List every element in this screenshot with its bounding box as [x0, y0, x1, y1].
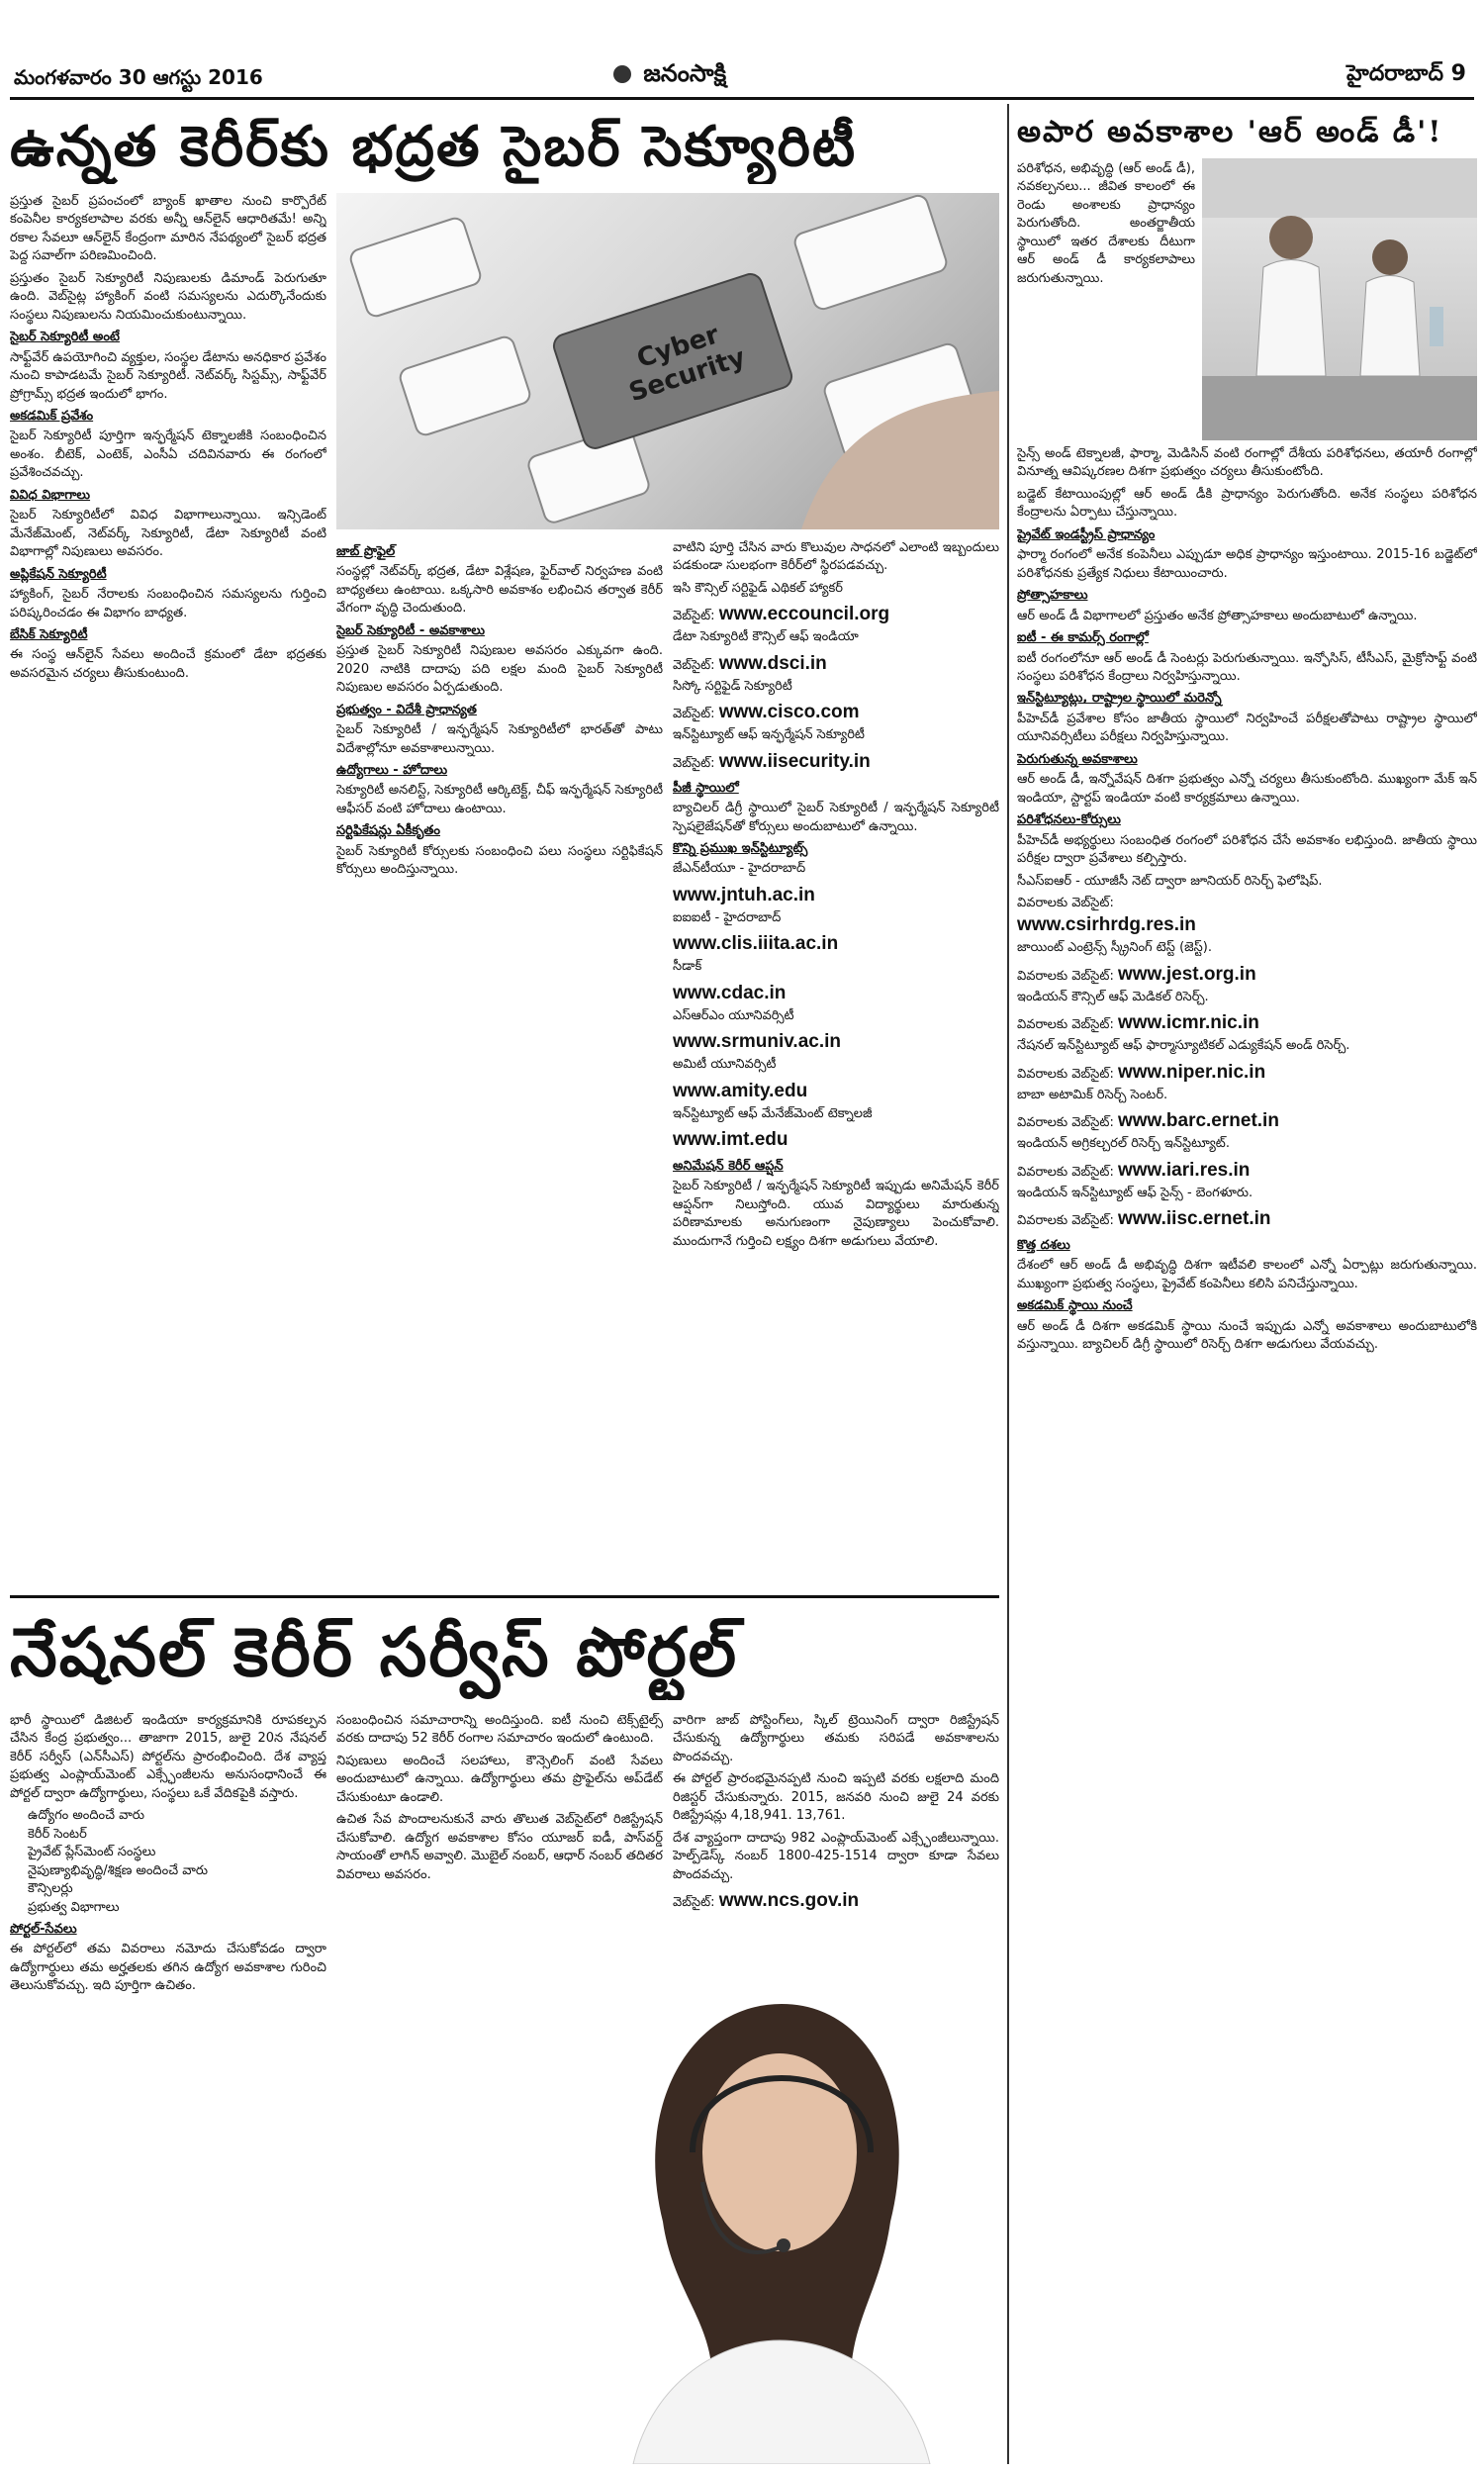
- paper-name: జనంసాక్షి: [613, 59, 726, 93]
- article-divider: [10, 1595, 999, 1598]
- cyber-column-1: ప్రస్తుత సైబర్ ప్రపంచంలో బ్యాంక్ ఖాతాల నుంచి కార్పొరేట్ కంపెనీల కార్యకలాపాల వరకు అన్నీ ఆన్‌లైన్ ఆధారితమే! అన్ని రకాల సేవలూ ఆన్‌లైన్ కేంద్రంగా మారిన నేపథ్యంలో సైబర్ భద్రత పెద్ద సవాల్‌గా పరిణమించింది. ప్రస్తుతం సైబర్ సెక్యూరిటీ నిపుణులకు డిమాండ్ పెరుగుతూ ఉంది. వెబ్‌సైట్ల హ్యాకింగ్ వంటి సమస్యలను ఎదుర్కొనేందుకు సంస్థలు నిపుణులను నియమించుకుంటున్నాయి. సైబర్ సెక్యూరిటీ అంటే సాఫ్ట్‌వేర్ ఉపయోగించి వ్యక్తుల, సంస్థల డేటాను అనధికార ప్రవేశం నుంచి కాపాడటమే సైబర్ సెక్యూరిటీ. నెట్‌వర్క్ సిస్టమ్స్, సాఫ్ట్‌వేర్ ప్రోగ్రామ్స్ భద్రత ఇందులో భాగం. అకడమిక్ ప్రవేశం సైబర్ సెక్యూరిటీ పూర్తిగా ఇన్ఫర్మేషన్ టెక్నాలజీకి సంబంధించిన అంశం. బీటెక్, ఎంటెక్, ఎంసీఏ చదివినవారు ఈ రంగంలో ప్రవేశించవచ్చు. వివిధ విభాగాలు సైబర్ సెక్యూరిటీలో వివిధ విభాగాలున్నాయి. ఇన్సిడెంట్ మేనేజ్‌మెంట్, నెట్‌వర్క్ సెక్యూరిటీ, డేటా సెక్యూరిటీ వంటి విభాగాల్లో నిపుణులు అవసరం. అప్లికేషన్ సెక్యూరిటీ హ్యాకింగ్, సైబర్ నేరాలకు సంబంధించిన సమస్యలను గుర్తించి పరిష్కరించడం ఈ విభాగం బాధ్యత. బేసిక్ సెక్యూరిటీ ఈ సంస్థ ఆన్‌లైన్ సేవలు అందించే క్రమంలో డేటా భద్రతకు అవసరమైన చర్యలు తీసుకుంటుంది.: [10, 194, 326, 681]
- subhead: ఇన్‌స్టిట్యూట్లు, రాష్ట్రాల స్థాయిలో మరెన్నో: [1017, 691, 1222, 707]
- website-link[interactable]: www.dsci.in: [718, 652, 827, 674]
- website-link[interactable]: www.jest.org.in: [1117, 963, 1256, 985]
- website-link[interactable]: www.clis.iiita.ac.in: [673, 933, 839, 955]
- subhead: అనిమేషన్ కెరీర్ ఆప్షన్: [673, 1158, 784, 1174]
- ncs-column-2: సంబంధించిన సమాచారాన్ని అందిస్తుంది. ఐటీ నుంచి టెక్స్‌టైల్స్ వరకు దాదాపు 52 కెరీర్ రంగాల సమాచారం ఇందులో ఉంటుంది. నిపుణులు అందించే సలహాలు, కౌన్సెలింగ్ వంటి సేవలు అందుబాటులో ఉన్నాయి. ఉద్యోగార్థులు తమ ప్రొఫైల్‌ను అప్‌డేట్ చేసుకుంటూ ఉండాలి. ఉచిత సేవ పొందాలనుకునే వారు తొలుత వెబ్‌సైట్‌లో రిజిస్ట్రేషన్ చేసుకోవాలి. ఉద్యోగ అవకాశాల కోసం యూజర్ ఐడీ, పాస్‌వర్డ్ సాయంతో లాగిన్ అవ్వాలి. మొబైల్ నంబర్, ఆధార్ నంబర్ తదితర వివరాలు అవసరం.: [336, 1713, 663, 1882]
- website-link[interactable]: www.niper.nic.in: [1117, 1061, 1266, 1083]
- website-link[interactable]: www.csirhrdg.res.in: [1017, 914, 1196, 936]
- subhead: పోర్టల్-సేవలు: [10, 1921, 77, 1937]
- subhead: పరిశోధనలు-కోర్సులు: [1017, 812, 1121, 828]
- cyber-key-label: Cyber Security: [625, 320, 750, 409]
- subhead: అకడమిక్ స్థాయి నుంచే: [1017, 1298, 1133, 1314]
- website-link[interactable]: www.imt.edu: [673, 1128, 788, 1150]
- subhead: కొత్త దశలు: [1017, 1237, 1070, 1253]
- website-link[interactable]: www.jntuh.ac.in: [673, 884, 815, 905]
- rnd-headline: అపార అవకాశాల 'ఆర్ అండ్ డీ'!: [1017, 115, 1443, 149]
- lab-illustration: [1202, 158, 1477, 440]
- subhead: అకడమిక్ ప్రవేశం: [10, 408, 94, 424]
- subhead: ప్రోత్సాహకాలు: [1017, 588, 1088, 604]
- cyber-headline: ఉన్నత కెరీర్‌కు భద్రత సైబర్ సెక్యూరిటీ: [10, 114, 858, 179]
- website-link[interactable]: www.cdac.in: [673, 982, 787, 1003]
- website-link[interactable]: www.srmuniv.ac.in: [673, 1031, 841, 1053]
- website-link[interactable]: www.iari.res.in: [1117, 1159, 1251, 1181]
- subhead: కొన్ని ప్రముఖ ఇన్‌స్టిట్యూట్స్: [673, 840, 808, 856]
- subhead: ప్రభుత్వం - విదేశీ ప్రాధాన్యత: [336, 702, 477, 717]
- city-page-number: హైదరాబాద్ 9: [1346, 61, 1466, 86]
- subhead: అప్లికేషన్ సెక్యూరిటీ: [10, 566, 107, 582]
- issue-date: మంగళవారం 30 ఆగస్టు 2016: [14, 65, 263, 89]
- masthead: [0, 0, 1484, 91]
- subhead: వివిధ విభాగాలు: [10, 487, 91, 503]
- subhead: సర్టిఫికేషన్లు ఏకీకృతం: [336, 823, 441, 839]
- subhead: పెరుగుతున్న అవకాశాలు: [1017, 751, 1138, 767]
- section-divider: [1007, 104, 1009, 2464]
- cyber-keyboard-image: [336, 193, 999, 529]
- website-link[interactable]: www.icmr.nic.in: [1117, 1012, 1259, 1034]
- ncs-headline: నేషనల్ కెరీర్ సర్వీస్ పోర్టల్: [10, 1613, 739, 1692]
- cyber-column-2: జాబ్ ప్రొఫైల్ సంస్థల్లో నెట్‌వర్క్ భద్రత, డేటా విశ్లేషణ, ఫైర్‌వాల్ నిర్వహణ వంటి బాధ్యతలు ఉంటాయి. ఒక్కసారి అవకాశం లభించిన తర్వాత కెరీర్ వేగంగా వృద్ధి చెందుతుంది. సైబర్ సెక్యూరిటీ - అవకాశాలు ప్రస్తుత సైబర్ సెక్యూరిటీ నిపుణుల అవసరం ఎక్కువగా ఉంది. 2020 నాటికి దాదాపు పది లక్షల మంది సైబర్ సెక్యూరిటీ నిపుణుల అవసరం ఏర్పడుతుంది. ప్రభుత్వం - విదేశీ ప్రాధాన్యత సైబర్ సెక్యూరిటీ / ఇన్ఫర్మేషన్ సెక్యూరిటీలో భారత్‌తో పాటు విదేశాల్లోనూ అవకాశాలున్నాయి. ఉద్యోగాలు - హోదాలు సెక్యూరిటీ అనలిస్ట్, సెక్యూరిటీ ఆర్కిటెక్ట్, చీఫ్ ఇన్ఫర్మేషన్ సెక్యూరిటీ ఆఫీసర్ వంటి హోదాలు ఉంటాయి. సర్టిఫికేషన్లు ఏకీకృతం సైబర్ సెక్యూరిటీ కోర్సులకు సంబంధించి పలు సంస్థలు సర్టిఫికేషన్ కోర్సులు అందిస్తున్నాయి.: [336, 544, 663, 878]
- rnd-body: సైన్స్ అండ్ టెక్నాలజీ, ఫార్మా, మెడిసిన్ వంటి రంగాల్లో దేశీయ పరిశోధనలు, తయారీ రంగాల్లో వినూత్న ఆవిష్కరణల దిశగా ప్రభుత్వం చర్యలు తీసుకుంటోంది. బడ్జెట్ కేటాయింపుల్లో ఆర్ అండ్ డీకి ప్రాధాన్యం పెరుగుతోంది. అనేక సంస్థలు పరిశోధన కేంద్రాలను ఏర్పాటు చేస్తున్నాయి. ప్రైవేట్ ఇండస్ట్రీస్ ప్రాధాన్యం ఫార్మా రంగంలో అనేక కంపెనీలు ఎప్పుడూ అధిక ప్రాధాన్యం ఇస్తుంటాయి. 2015-16 బడ్జెట్‌లో పరిశోధనకు ప్రత్యేక నిధులు కేటాయించారు. ప్రోత్సాహకాలు ఆర్ అండ్ డీ విభాగాలలో ప్రస్తుతం అనేక ప్రోత్సాహకాలు అందుబాటులో ఉన్నాయి. ఐటీ - ఈ కామర్స్ రంగాల్లో ఐటీ రంగంలోనూ ఆర్ అండ్ డీ సెంటర్లు పెరుగుతున్నాయి. ఇన్ఫోసిస్, టీసీఎస్, మైక్రోసాఫ్ట్ వంటి సంస్థలు పరిశోధన కేంద్రాలు నిర్వహిస్తున్నాయి. ఇన్‌స్టిట్యూట్లు, రాష్ట్రాల స్థాయిలో మరెన్నో పీహెచ్‌డీ ప్రవేశాల కోసం జాతీయ స్థాయిలో నిర్వహించే పరీక్షలతోపాటు రాష్ట్రాల స్థాయిలో యూనివర్సిటీలు పరీక్షలు నిర్వహిస్తున్నాయి. పెరుగుతున్న అవకాశాలు ఆర్ అండ్ డీ, ఇన్నోవేషన్ దిశగా ప్రభుత్వం ఎన్నో చర్యలు తీసుకుంటోంది. ముఖ్యంగా మేక్ ఇన్ ఇండియా, స్టార్టప్ ఇండియా వంటి కార్యక్రమాలు ఉన్నాయి. పరిశోధనలు-కోర్సులు పీహెచ్‌డీ అభ్యర్థులు సంబంధిత రంగంలో పరిశోధన చేసే అవకాశం లభిస్తుంది. జాతీయ స్థాయి పరీక్షల ద్వారా ప్రవేశాలు కల్పిస్తారు. సీఎస్‌ఐఆర్ - యూజీసీ నెట్ ద్వారా జూనియర్ రిసెర్చ్ ఫెలోషిప్. వివరాలకు వెబ్‌సైట్: www.csirhrdg.res.in జాయింట్ ఎంట్రెన్స్ స్క్రీనింగ్ టెస్ట్ (జెస్ట్). వివరాలకు వెబ్‌సైట్: www.jest.org.in ఇండియన్ కౌన్సిల్ ఆఫ్ మెడికల్ రిసెర్చ్. వివరాలకు వెబ్‌సైట్: www.icmr.nic.in నేషనల్ ఇన్‌స్టిట్యూట్ ఆఫ్ ఫార్మాస్యూటికల్ ఎడ్యుకేషన్ అండ్ రిసెర్చ్. వివరాలకు వెబ్‌సైట్: www.niper.nic.in బాబా అటామిక్ రిసెర్చ్ సెంటర్. వివరాలకు వెబ్‌సైట్: www.barc.ernet.in ఇండియన్ అగ్రికల్చరల్ రిసెర్చ్ ఇన్‌స్టిట్యూట్. వివరాలకు వెబ్‌సైట్: www.iari.res.in ఇండియన్ ఇన్‌స్టిట్యూట్ ఆఫ్ సైన్స్ - బెంగళూరు. వివరాలకు వెబ్‌సైట్: www.iisc.ernet.in కొత్త దశలు దేశంలో ఆర్ అండ్ డీ అభివృద్ధి దిశగా ఇటీవలి కాలంలో ఎన్నో ఏర్పాట్లు జరుగుతున్నాయి. ముఖ్యంగా ప్రభుత్వ సంస్థలు, ప్రైవేట్ కంపెనీలు కలిసి పనిచేస్తున్నాయి. అకడమిక్ స్థాయి నుంచే ఆర్ అండ్ డీ దిశగా అకడమిక్ స్థాయి నుంచే ఇప్పుడు ఎన్నో అవకాశాలు అందుబాటులోకి వస్తున్నాయి. బ్యాచిలర్ డిగ్రీ స్థాయిలో రిసెర్చ్ దిశగా అడుగులు వేయవచ్చు.: [1017, 446, 1477, 1353]
- masthead-rule: [10, 97, 1474, 100]
- subhead: పీజీ స్థాయిలో: [673, 780, 739, 796]
- paper-logo-icon: [613, 65, 631, 83]
- website-link[interactable]: www.iisecurity.in: [718, 750, 871, 772]
- website-link[interactable]: www.cisco.com: [718, 702, 860, 723]
- subhead: ఐటీ - ఈ కామర్స్ రంగాల్లో: [1017, 630, 1149, 646]
- call-center-illustration: [554, 1964, 994, 2464]
- website-link[interactable]: www.barc.ernet.in: [1117, 1110, 1279, 1132]
- subhead: బేసిక్ సెక్యూరిటీ: [10, 626, 88, 642]
- website-link[interactable]: www.iisc.ernet.in: [1117, 1207, 1271, 1229]
- website-link[interactable]: www.amity.edu: [673, 1080, 808, 1101]
- lab-researchers-image: [1202, 158, 1477, 440]
- subhead: ఉద్యోగాలు - హోదాలు: [336, 762, 448, 778]
- cyber-column-3: వాటిని పూర్తి చేసిన వారు కొలువుల సాధనలో ఎలాంటి ఇబ్బందులు పడకుండా సులభంగా కెరీర్‌లో స్థిరపడవచ్చు. ఇసి కౌన్సిల్ సర్టిఫైడ్ ఎథికల్ హ్యాకర్ వెబ్‌సైట్: www.eccouncil.org డేటా సెక్యూరిటీ కౌన్సిల్ ఆఫ్ ఇండియా వెబ్‌సైట్: www.dsci.in సిస్కో సర్టిఫైడ్ సెక్యూరిటీ వెబ్‌సైట్: www.cisco.com ఇన్‌స్టిట్యూట్ ఆఫ్ ఇన్ఫర్మేషన్ సెక్యూరిటీ వెబ్‌సైట్: www.iisecurity.in పీజీ స్థాయిలో బ్యాచిలర్ డిగ్రీ స్థాయిలో సైబర్ సెక్యూరిటీ / ఇన్ఫర్మేషన్ సెక్యూరిటీ స్పెషలైజేషన్‌తో కోర్సులు అందుబాటులో ఉన్నాయి. కొన్ని ప్రముఖ ఇన్‌స్టిట్యూట్స్ జేఎన్‌టీయూ - హైదరాబాద్ www.jntuh.ac.in ఐఐఐటీ - హైదరాబాద్ www.clis.iiita.ac.in సీడాక్ www.cdac.in ఎస్‌ఆర్‌ఎం యూనివర్సిటీ www.srmuniv.ac.in అమిటీ యూనివర్సిటీ www.amity.edu ఇన్‌స్టిట్యూట్ ఆఫ్ మేనేజ్‌మెంట్ టెక్నాలజీ www.imt.edu అనిమేషన్ కెరీర్ ఆప్షన్ సైబర్ సెక్యూరిటీ / ఇన్ఫర్మేషన్ సెక్యూరిటీ ఇప్పుడు అనిమేషన్ కెరీర్ ఆప్షన్‌గా నిలుస్తోంది. యువ విద్యార్థులు మారుతున్న పరిణామాలకు అనుగుణంగా నైపుణ్యాలు పెంచుకోవాలి. ముందుగానే గుర్తించి లక్ష్యం దిశగా అడుగులు వేయాలి.: [673, 540, 999, 1249]
- ncs-column-3: వారిగా జాబ్ పోస్టింగ్‌లు, స్కిల్ ట్రెయినింగ్ ద్వారా రిజిస్ట్రేషన్ చేసుకున్న ఉద్యోగార్థులు తమకు సరిపడే అవకాశాలను పొందవచ్చు. ఈ పోర్టల్ ప్రారంభమైనప్పటి నుంచి ఇప్పటి వరకు లక్షలాది మంది రిజిస్టర్ చేసుకున్నారు. 2015, జనవరి నుంచి జులై 24 వరకు రిజిస్ట్రేషన్లు 4,18,941. 13,761. దేశ వ్యాప్తంగా దాదాపు 982 ఎంప్లాయ్‌మెంట్ ఎక్స్ఛేంజీలున్నాయి. హెల్ప్‌డెస్క్ నంబర్ 1800-425-1514 ద్వారా కూడా సేవలు పొందవచ్చు. వెబ్‌సైట్: www.ncs.gov.in: [673, 1713, 999, 1912]
- rnd-intro: పరిశోధన, అభివృద్ధి (ఆర్ అండ్ డీ), నవకల్పనలు... జీవిత కాలంలో ఈ రెండు అంశాలకు ప్రాధాన్యం పెరుగుతోంది. అంతర్జాతీయ స్థాయిలో ఇతర దేశాలకు దీటుగా ఆర్ అండ్ డీ కార్యకలాపాలు జరుగుతున్నాయి.: [1017, 161, 1195, 286]
- call-center-woman-image: [554, 1964, 994, 2464]
- subhead: జాబ్ ప్రొఫైల్: [336, 544, 396, 559]
- ncs-column-1: భారీ స్థాయిలో డిజిటల్ ఇండియా కార్యక్రమానికి రూపకల్పన చేసిన కేంద్ర ప్రభుత్వం... తాజాగా 2015, జులై 20న నేషనల్ కెరీర్ సర్వీస్ (ఎన్‌సీఎస్) పోర్టల్‌ను ప్రారంభించింది. దేశ వ్యాప్త ప్రభుత్వ ఎంప్లాయ్‌మెంట్ ఎక్స్ఛేంజీలను అనుసంధానించే ఈ పోర్టల్ ద్వారా ఉద్యోగార్థులు, సంస్థలు ఒకే వేదికపైకి వస్తారు. ఉద్యోగం అందించే వారు కెరీర్ సెంటర్ ప్రైవేట్ ప్లేస్‌మెంట్ సంస్థలు నైపుణ్యాభివృద్ధి/శిక్షణ అందించే వారు కౌన్సిలర్లు ప్రభుత్వ విభాగాలు పోర్టల్-సేవలు ఈ పోర్టల్‌లో తమ వివరాలు నమోదు చేసుకోవడం ద్వారా ఉద్యోగార్థులు తమ అర్హతలకు తగిన ఉద్యోగ అవకాశాల గురించి తెలుసుకోవచ్చు. ఇది పూర్తిగా ఉచితం.: [10, 1713, 326, 1994]
- subhead: ప్రైవేట్ ఇండస్ట్రీస్ ప్రాధాన్యం: [1017, 526, 1156, 542]
- website-link[interactable]: www.eccouncil.org: [718, 604, 890, 625]
- website-link[interactable]: www.ncs.gov.in: [718, 1890, 860, 1912]
- subhead: సైబర్ సెక్యూరిటీ - అవకాశాలు: [336, 622, 485, 638]
- subhead: సైబర్ సెక్యూరిటీ అంటే: [10, 330, 120, 345]
